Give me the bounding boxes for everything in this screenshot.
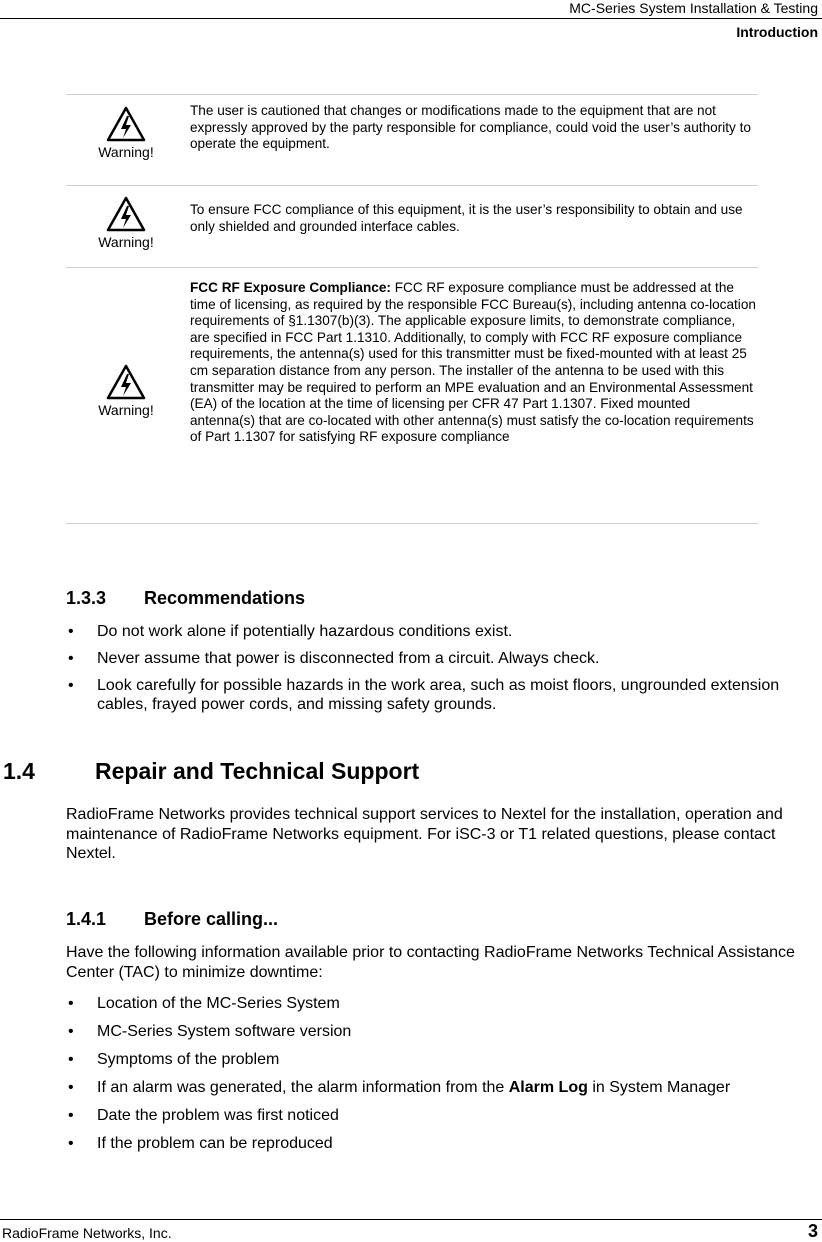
list-item: • If the problem can be reproduced <box>66 1134 816 1153</box>
warning-bold-lead: FCC RF Exposure Compliance: <box>190 280 391 295</box>
warning-caption: Warning! <box>98 234 154 250</box>
recommendations-list <box>66 622 816 714</box>
warning-row <box>66 94 758 185</box>
footer-rule <box>0 1219 822 1220</box>
warning-text-body: The user is cautioned that changes or modifications made to the equipment that are not expressly approved by the party responsible for compliance, could void the user’s authority to operate the equipment. <box>190 103 751 152</box>
before-calling-list <box>66 994 816 1153</box>
section-title: Recommendations <box>144 588 306 608</box>
warning-caption: Warning! <box>98 144 154 160</box>
list-item: • Date the problem was first noticed <box>66 1106 816 1125</box>
section-heading-repair <box>3 758 419 785</box>
electrical-hazard-icon <box>106 196 146 232</box>
warning-text-body: To ensure FCC compliance of this equipment, it is the user’s responsibility to obtain and use only shielded and grounded interface cables. <box>190 202 743 234</box>
list-item: • Do not work alone if potentially hazardous conditions exist. <box>66 622 816 641</box>
warning-text <box>190 202 756 235</box>
electrical-hazard-icon <box>106 106 146 142</box>
list-item: • MC-Series System software version <box>66 1022 816 1041</box>
section-heading-before-calling <box>66 909 278 930</box>
section-number: 1.3.3 <box>66 588 107 608</box>
list-item: • If an alarm was generated, the alarm information from the Alarm Log in System Manager <box>66 1078 816 1097</box>
section-heading-recommendations <box>66 588 305 609</box>
list-item: • Symptoms of the problem <box>66 1050 816 1069</box>
section-title: Repair and Technical Support <box>95 758 420 784</box>
list-item: • Location of the MC-Series System <box>66 994 816 1013</box>
section-number: 1.4.1 <box>66 909 107 929</box>
warning-icon-cell <box>66 196 186 250</box>
warning-text <box>190 103 756 153</box>
running-header-section: Introduction <box>736 24 818 40</box>
warning-text-body: FCC RF exposure compliance must be addressed at the time of licensing, as required by the responsible FCC Bureau(s), including antenna co-location requirements of §1.1307(b)(3). The applicable exposure limits, to demonstrate compliance, are specified in FCC Part 1.1310. Additionally, to comply with FCC RF exposure compliance requirements, the antenna(s) used for this transmitter must be fixed-mounted with at least 25 cm separation distance from any person. The installer of the antenna to be used with this transmitter may be required to perform an MPE evaluation and an Environmental Assessment (EA) of the location at the time of licensing per CFR 47 Part 1.1307. Fixed mounted antenna(s) that are co-located with other antenna(s) must satisfy the co-location requirements of Part 1.1307 for satisfying RF exposure compliance <box>190 280 756 445</box>
section-number: 1.4 <box>3 758 35 784</box>
warning-icon-cell <box>66 364 186 418</box>
warning-row <box>66 185 758 267</box>
before-calling-intro: Have the following information available prior to contacting RadioFrame Networks Technical Assistance Center (TAC) to minimize downtime: <box>66 944 795 981</box>
list-item: • Look carefully for possible hazards in the work area, such as moist floors, ungrounded extension cables, frayed power cords, and missing safety grounds. <box>66 676 816 714</box>
warning-table <box>66 94 758 524</box>
header-rule <box>0 18 822 19</box>
section-title: Before calling... <box>144 909 279 929</box>
running-header-title: MC-Series System Installation & Testing <box>569 0 818 16</box>
warning-caption: Warning! <box>98 402 154 418</box>
alarm-log-term: Alarm Log <box>508 1079 588 1096</box>
electrical-hazard-icon <box>106 364 146 400</box>
warning-icon-cell <box>66 106 186 160</box>
list-item: • Never assume that power is disconnected from a circuit. Always check. <box>66 649 816 668</box>
repair-paragraph: RadioFrame Networks provides technical support services to Nextel for the installation, operation and maintenance of RadioFrame Networks equipment. For iSC-3 or T1 related questions, please contact Nextel. <box>66 806 783 862</box>
page-number: 3 <box>807 1221 818 1241</box>
footer-company: RadioFrame Networks, Inc. <box>2 1225 172 1241</box>
warning-text <box>190 280 756 446</box>
warning-row <box>66 267 758 524</box>
